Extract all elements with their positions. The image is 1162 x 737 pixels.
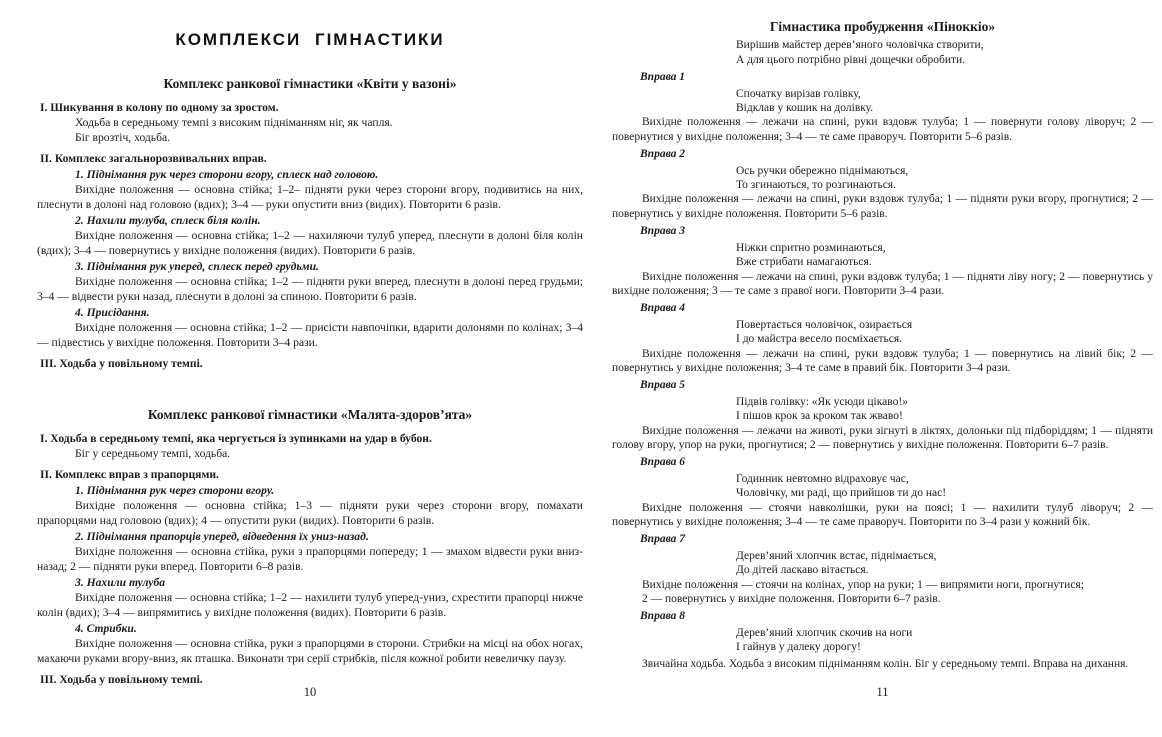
exercise-poem — [736, 318, 1153, 347]
page-number-right: 11 — [876, 685, 889, 699]
exercise-title: 1. Піднімання рук через сторони вгору. — [75, 484, 275, 497]
exercise — [612, 224, 1153, 298]
exercise-poem — [736, 87, 1153, 116]
paragraph: 2 — повернутись у вихідне положення. Повторити 6–7 разів. — [642, 593, 941, 606]
exercise-poem — [736, 164, 1153, 193]
poem-line: Підвів голівку: «Як усюди цікаво!» — [736, 395, 908, 408]
exercise-list — [612, 70, 1153, 654]
list-heading: ІІІ. Ходьба у повільному темпі. — [40, 357, 203, 370]
exercise-poem — [736, 472, 1153, 501]
paragraph: Вихідне положення — основна стійка; 1–2 — присісти навпочіпки, вдарити долонями по колінах; 3–4 — підвестись у вихідне положення. Повторити 3–4 рази. — [37, 321, 583, 349]
exercise-label: Вправа 5 — [640, 379, 686, 392]
left-page-sections — [37, 76, 583, 687]
list-heading: ІІ. Комплекс вправ з прапорцями. — [40, 468, 219, 481]
exercise-label: Вправа 3 — [640, 225, 686, 238]
paragraph: Вихідне положення — основна стійка; 1–2 — нахиляючи тулуб уперед, плеснути в долоні біля колін (вдих); 3–4 — повернутись у вихідне положення (видих). Повторити 6 разів. — [37, 229, 583, 257]
exercise-label: Вправа 7 — [640, 533, 686, 546]
exercise — [612, 147, 1153, 221]
exercise — [612, 455, 1153, 529]
exercise-poem — [736, 395, 1153, 424]
list-heading: І. Шикування в колону по одному за зростом. — [40, 101, 279, 114]
poem-line: Вирішив майстер дерев’яного чоловічка створити, — [736, 39, 984, 52]
paragraph: Вихідне положення — основна стійка; 1–2 — підняти руки вперед, плеснути в долоні перед грудьми; 3–4 — відвести руки назад, плеснути в долоні за спиною. Повторити 6 разів. — [37, 275, 583, 303]
paragraph: Вихідне положення — основна стійка, руки з прапорцями в сторони. Стрибки на місці на обох ногах, махаючи руками вгору-вниз, як пташка. Виконати три серії стрибків, після кожної робити невеличку паузу. — [37, 637, 583, 665]
poem-line: І до майстра весело посміхається. — [736, 333, 903, 346]
poem-line: То згинаються, то розгинаються. — [736, 179, 896, 192]
paragraph: Вихідне положення — основна стійка, руки з прапорцями попереду; 1 — змахом відвести руки вниз-назад; 2 — підняти руки вперед. Повторити 6–8 разів. — [37, 545, 583, 573]
exercise-title: 3. Піднімання рук уперед, сплеск перед грудьми. — [75, 260, 319, 273]
closing-paragraph: Звичайна ходьба. Ходьба з високим підніманням колін. Біг у середньому темпі. Вправа на дихання. — [642, 657, 1129, 670]
intro-poem — [736, 38, 1153, 67]
poem-line: Чоловічку, ми раді, що прийшов ти до нас! — [736, 487, 947, 500]
exercise-label: Вправа 1 — [640, 71, 686, 84]
exercise — [612, 532, 1153, 606]
text-line: Ходьба в середньому темпі з високим підніманням ніг, як чапля. — [75, 116, 393, 129]
list-heading: І. Ходьба в середньому темпі, яка чергується із зупинками на удар в бубон. — [40, 432, 432, 445]
poem-line: І гайнув у далеку дорогу! — [736, 641, 861, 654]
exercise-label: Вправа 4 — [640, 302, 686, 315]
paragraph: Вихідне положення — лежачи на спині, руки вздовж тулуба; 1 — підняти ліву ногу; 2 — повернутись у вихідне положення; 3 — те саме з правої ноги. Повторити 3–4 рази. — [612, 270, 1153, 297]
paragraph: Вихідне положення — стоячи навколішки, руки на поясі; 1 — нахилити тулуб ліворуч; 2 — повернутись у вихідне положення; 3–4 — те саме праворуч. Повторити по 3–4 рази у кожний бік. — [612, 501, 1153, 528]
poem-line: До дітей ласкаво вітається. — [736, 564, 869, 577]
paragraph: Вихідне положення — лежачи на спині, руки вздовж тулуба; 1 — підняти руки вгору, прогнутися; 2 — повернутись у вихідне положення. Повторити 5–6 разів. — [612, 193, 1153, 220]
poem-line: А для цього потрібно рівні дощечки обробити. — [736, 53, 966, 66]
page-left — [37, 0, 583, 737]
exercise — [612, 609, 1153, 654]
page-title: КОМПЛЕКСИ ГІМНАСТИКИ — [175, 30, 445, 49]
paragraph: Вихідне положення — основна стійка; 1–2 — нахилити тулуб уперед-униз, схрестити прапорці нижче колін (вдих); 3–4 — випрямитись у вихідне положення (видих). Повторити 6 разів. — [37, 591, 583, 619]
exercise — [612, 70, 1153, 144]
exercise-poem — [736, 241, 1153, 270]
exercise-poem — [736, 549, 1153, 578]
poem-line: Вже стрибати намагаються. — [736, 256, 872, 269]
exercise — [612, 378, 1153, 452]
paragraph: Вихідне положення — лежачи на животі, руки зігнуті в ліктях, долоньки під підборіддям; 1 — підняти голову вгору, упор на руки, прогнутися; 2 — повернутись у вихідне положення. Повторити 6–7 разів. — [612, 424, 1153, 451]
exercise-title: 4. Стрибки. — [75, 622, 137, 635]
poem-line: Повертається чоловічок, озирається — [736, 318, 913, 331]
poem-line: Ось ручки обережно піднімаються, — [736, 164, 909, 177]
exercise-title: 2. Піднімання прапорців уперед, відведення їх униз-назад. — [75, 530, 369, 543]
exercise-poem — [736, 626, 1153, 655]
section — [37, 76, 583, 371]
poem-line: Ніжки спритно розминаються, — [736, 241, 886, 254]
exercise — [612, 301, 1153, 375]
text-line: Біг у середньому темпі, ходьба. — [75, 447, 231, 460]
list-heading: ІІІ. Ходьба у повільному темпі. — [40, 673, 203, 686]
poem-line: Відклав у кошик на долівку. — [736, 102, 874, 115]
list-heading: ІІ. Комплекс загальнорозвивальних вправ. — [40, 152, 267, 165]
paragraph: Вихідне положення — основна стійка; 1–2– підняти руки через сторони вгору, подивитись на них, плеснути в долоні над головою (вдих); 3–4 — руки опустити вниз (видих). Повторити 6 разів. — [37, 183, 583, 211]
exercise-label: Вправа 6 — [640, 456, 686, 469]
exercise-label: Вправа 8 — [640, 610, 686, 623]
right-page-heading: Гімнастика пробудження «Піноккіо» — [769, 19, 996, 34]
exercise-title: 2. Нахили тулуба, сплеск біля колін. — [75, 214, 261, 227]
page-number-left: 10 — [303, 685, 317, 699]
exercise-label: Вправа 2 — [640, 148, 686, 161]
text-line: Біг врозтіч, ходьба. — [75, 131, 171, 144]
poem-line: Дерев’яний хлопчик встає, піднімається, — [736, 549, 937, 562]
paragraph: Вихідне положення — стоячи на колінах, упор на руки; 1 — випрямити ноги, прогнутися; — [642, 578, 1084, 591]
poem-line: І пішов крок за кроком так жваво! — [736, 410, 903, 423]
poem-line: Годинник невтомно відраховує час, — [736, 472, 909, 485]
paragraph: Вихідне положення — лежачи на спині, руки вздовж тулуба; 1 — повернути голову ліворуч; 2 — повернутися у вихідне положення; 3–4 — те саме праворуч. Повторити 5–6 разів. — [612, 116, 1153, 143]
exercise-title: 4. Присідання. — [75, 306, 150, 319]
section — [37, 407, 583, 687]
section-heading: Комплекс ранкової гімнастики «Квіти у вазоні» — [163, 76, 457, 91]
poem-line: Дерев’яний хлопчик скочив на ноги — [736, 626, 913, 639]
poem-line: Спочатку вирізав голівку, — [736, 87, 861, 100]
paragraph: Вихідне положення — основна стійка; 1–3 — підняти руки через сторони вгору, помахати прапорцями над головою (вдих); 4 — опустити руки (видих). Повторити 6 разів. — [37, 499, 583, 527]
section-heading: Комплекс ранкової гімнастики «Малята-здоров’ята» — [147, 407, 473, 422]
page-right — [612, 0, 1153, 737]
exercise-title: 1. Піднімання рук через сторони вгору, сплеск над головою. — [75, 168, 379, 181]
paragraph: Вихідне положення — лежачи на спині, руки вздовж тулуба; 1 — повернутись на лівий бік; 2 — повернутись у вихідне положення; 3–4 те саме в правий бік. Повторити 3–4 рази. — [612, 347, 1153, 374]
exercise-title: 3. Нахили тулуба — [75, 576, 166, 589]
